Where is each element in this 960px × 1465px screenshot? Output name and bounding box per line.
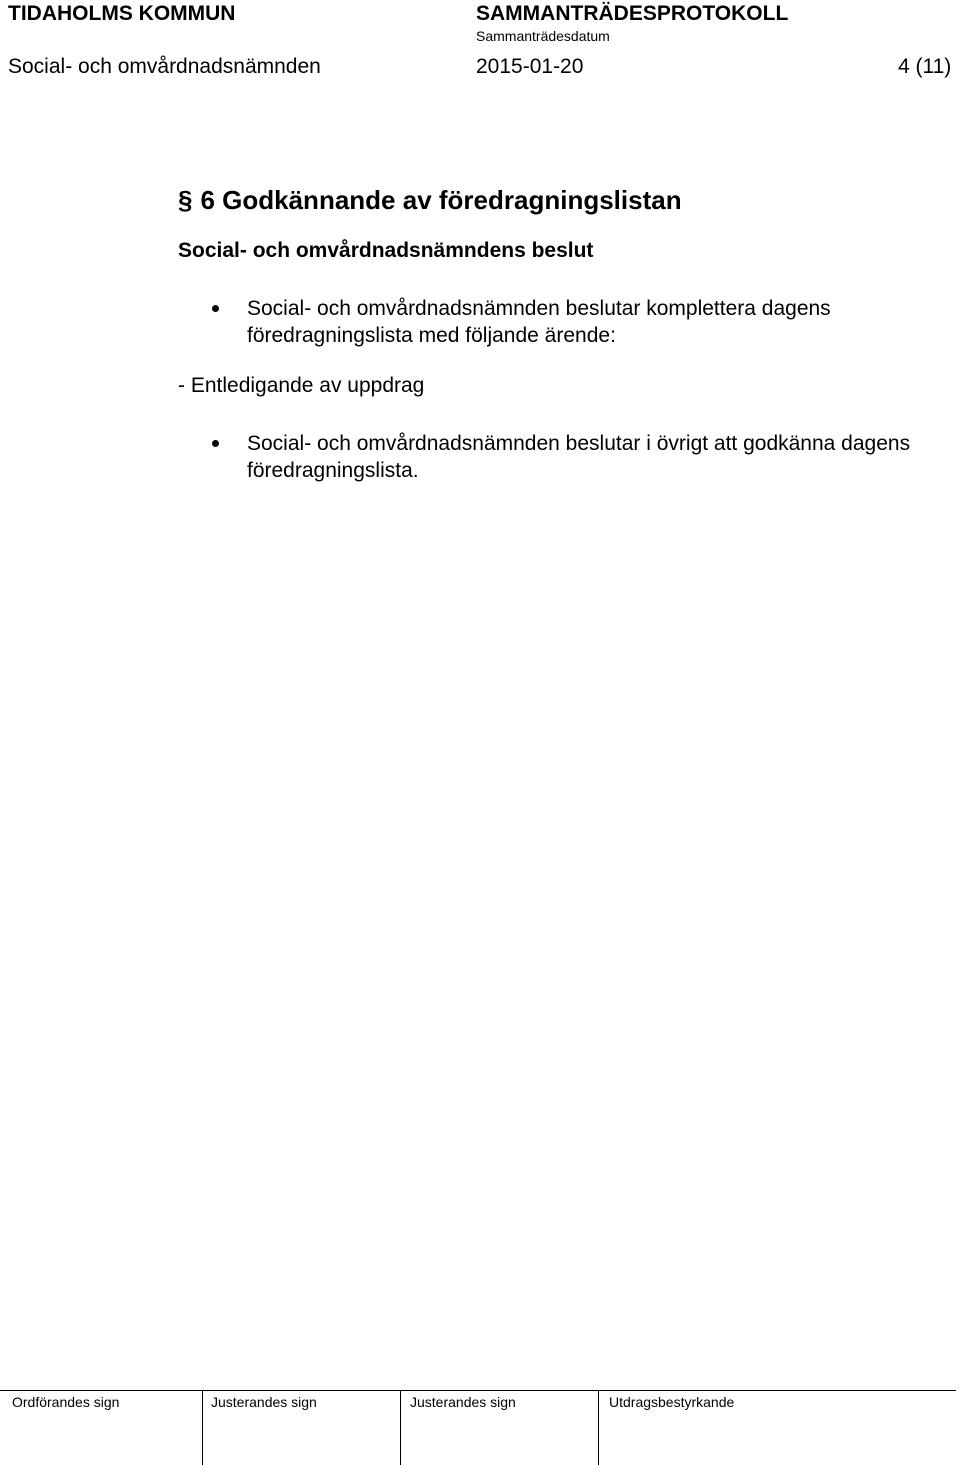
meeting-date: 2015-01-20 (476, 55, 584, 78)
signature-table (0, 1390, 956, 1465)
section-symbol: § (178, 185, 193, 215)
section-title: 6 Godkännande av föredragningslistan (200, 185, 682, 215)
signature-cell-chair: Ordförandes sign (12, 1394, 120, 1410)
committee-name: Social- och omvårdnadsnämnden (8, 55, 321, 78)
bullet-icon (212, 305, 219, 312)
meeting-date-label: Sammanträdesdatum (476, 28, 610, 44)
organization-name: TIDAHOLMS KOMMUN (8, 2, 236, 25)
decision-item (178, 430, 918, 490)
decision-item (178, 295, 918, 355)
signature-cell-adjuster-2: Justerandes sign (400, 1391, 598, 1465)
section-heading (178, 185, 682, 216)
added-agenda-item: - Entledigande av uppdrag (178, 374, 425, 397)
decision-heading: Social- och omvårdnadsnämndens beslut (178, 239, 594, 262)
decision-text: Social- och omvårdnadsnämnden beslutar i övrigt att godkänna dagens föredragningslista. (247, 432, 911, 482)
signature-cell-adjuster-1: Justerandes sign (202, 1391, 400, 1465)
signature-cell-certification: Utdragsbestyrkande (598, 1391, 798, 1465)
decision-text: Social- och omvårdnadsnämnden beslutar komplettera dagens föredragningslista med följande ärende: (247, 297, 831, 347)
page-number: 4 (11) (898, 55, 952, 78)
document-type: SAMMANTRÄDESPROTOKOLL (476, 2, 789, 25)
bullet-icon (212, 440, 219, 447)
